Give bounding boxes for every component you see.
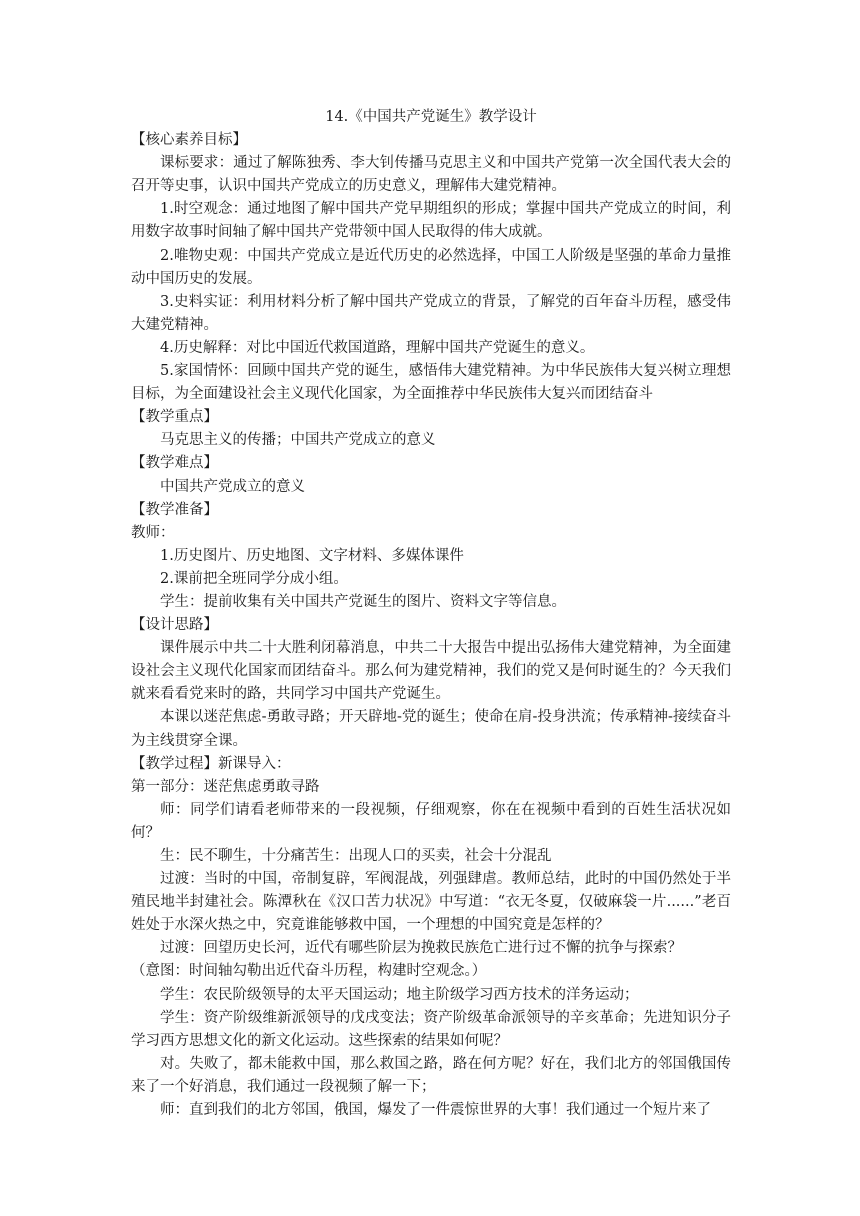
document-title: 14.《中国共产党诞生》教学设计: [325, 109, 537, 125]
paragraph: 对。失败了，都未能救中国，那么救国之路，路在何方呢？好在，我们北方的邻国俄国传来了一个好消息，我们通过一段视频了解一下；: [131, 1055, 731, 1095]
section-heading: 【核心素养目标】: [131, 132, 247, 149]
paragraph: 本课以迷茫焦虑-勇敢寻路；开天辟地-党的诞生；使命在肩-投身洪流；传承精神-接续奋斗为主线贯穿全课。: [131, 709, 731, 749]
paragraph: 教师：: [131, 524, 175, 541]
section-heading: 【教学难点】: [131, 455, 218, 472]
paragraph: 1.历史图片、历史地图、文字材料、多媒体课件: [160, 547, 464, 564]
paragraph: 中国共产党成立的意义: [160, 478, 305, 495]
section-heading: 【教学过程】新课导入：: [131, 755, 291, 772]
document-blocks: [131, 129, 731, 1122]
paragraph: 学生：提前收集有关中国共产党诞生的图片、资料文字等信息。: [160, 593, 566, 610]
paragraph: 1.时空观念：通过地图了解中国共产党早期组织的形成；掌握中国共产党成立的时间，利用数字故事时间轴了解中国共产党带领中国人民取得的伟大成就。: [131, 201, 731, 241]
paragraph: 第一部分：迷茫焦虑勇敢寻路: [131, 778, 320, 795]
paragraph: 课件展示中共二十大胜利闭幕消息，中共二十大报告中提出弘扬伟大建党精神，为全面建设社会主义现代化国家而团结奋斗。那么何为建党精神，我们的党又是何时诞生的？今天我们就来看看党来时的路，共同学习中国共产党诞生。: [131, 640, 731, 703]
section-heading: 【设计思路】: [131, 617, 218, 634]
paragraph: 师：直到我们的北方邻国，俄国，爆发了一件震惊世界的大事！我们通过一个短片来了: [160, 1102, 711, 1119]
paragraph: 学生：农民阶级领导的太平天国运动；地主阶级学习西方技术的洋务运动；: [160, 986, 639, 1003]
paragraph: 3.史料实证：利用材料分析了解中国共产党成立的背景，了解党的百年奋斗历程，感受伟大建党精神。: [131, 293, 731, 333]
section-heading: 【教学准备】: [131, 501, 218, 518]
paragraph: 师：同学们请看老师带来的一段视频，仔细观察，你在在视频中看到的百姓生活状况如何？: [131, 801, 731, 841]
paragraph: 马克思主义的传播；中国共产党成立的意义: [160, 432, 436, 449]
section-heading: 【教学重点】: [131, 409, 218, 426]
paragraph: 过渡：当时的中国，帝制复辟，军阀混战，列强肆虐。教师总结，此时的中国仍然处于半殖民地半封建社会。陈潭秋在《汉口苦力状况》中写道：“衣无冬夏，仅破麻袋一片......”老百姓处于水深火热之中，究竟谁能够救中国，一个理想的中国究竟是怎样的？: [131, 871, 731, 934]
paragraph: 课标要求：通过了解陈独秀、李大钊传播马克思主义和中国共产党第一次全国代表大会的召开等史事，认识中国共产党成立的历史意义，理解伟大建党精神。: [131, 155, 731, 195]
paragraph: 生：民不聊生，十分痛苦生：出现人口的买卖，社会十分混乱: [160, 848, 552, 864]
paragraph: 过渡：回望历史长河，近代有哪些阶层为挽救民族危亡进行过不懈的抗争与探索？: [160, 940, 682, 957]
paragraph: 学生：资产阶级维新派领导的戊戌变法；资产阶级革命派领导的辛亥革命；先进知识分子学习西方思想文化的新文化运动。这些探索的结果如何呢？: [131, 1009, 731, 1049]
document-body: [131, 106, 731, 1122]
paragraph: （意图：时间轴勾勒出近代奋斗历程，构建时空观念。）: [131, 963, 487, 980]
paragraph: 4.历史解释：对比中国近代救国道路，理解中国共产党诞生的意义。: [160, 339, 595, 356]
paragraph: 5.家国情怀：回顾中国共产党的诞生，感悟伟大建党精神。为中华民族伟大复兴树立理想目标，为全面建设社会主义现代化国家，为全面推荐中华民族伟大复兴而团结奋斗: [131, 363, 731, 403]
paragraph: 2.课前把全班同学分成小组。: [160, 570, 348, 587]
paragraph: 2.唯物史观：中国共产党成立是近代历史的必然选择，中国工人阶级是坚强的革命力量推动中国历史的发展。: [131, 247, 731, 287]
